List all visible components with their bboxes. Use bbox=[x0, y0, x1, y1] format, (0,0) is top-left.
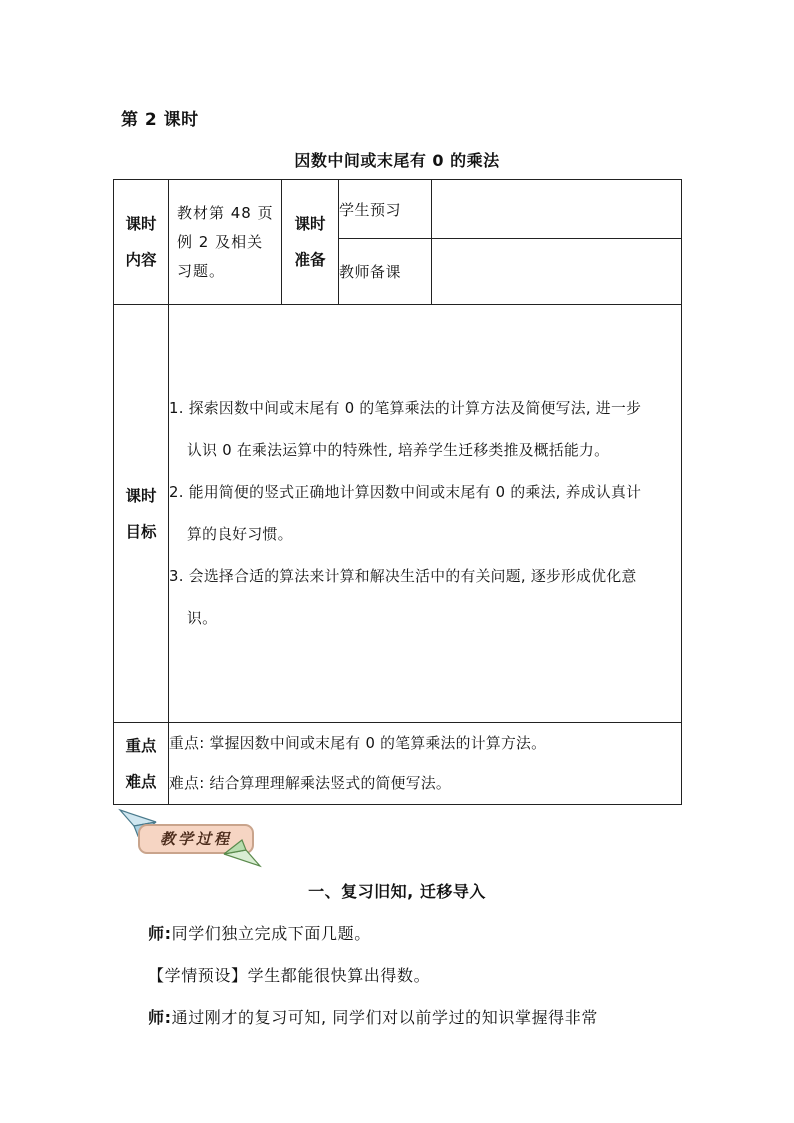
content-cell bbox=[169, 180, 282, 305]
lesson-label: 第 2 课时 bbox=[121, 110, 199, 130]
prep-header: 课时准备 bbox=[282, 180, 339, 305]
difficult-point: 难点: 结合算理理解乘法竖式的简便写法。 bbox=[169, 774, 452, 792]
speaker-label: 师: bbox=[148, 924, 172, 943]
key-point: 重点: 掌握因数中间或末尾有 0 的笔算乘法的计算方法。 bbox=[169, 734, 547, 752]
goal-line: 认识 0 在乘法运算中的特殊性, 培养学生迁移类推及概括能力。 bbox=[187, 441, 610, 459]
keys-header: 重点难点 bbox=[114, 723, 169, 805]
teacher-prep-value bbox=[432, 239, 682, 305]
banner-label: 教学过程 bbox=[138, 824, 254, 854]
lesson-plan-table bbox=[113, 179, 682, 805]
goal-line: 3. 会选择合适的算法来计算和解决生活中的有关问题, 逐步形成优化意 bbox=[169, 567, 637, 585]
paragraph bbox=[148, 921, 371, 944]
paper-plane-icon bbox=[222, 836, 262, 868]
student-prep-value bbox=[432, 180, 682, 239]
paragraph bbox=[148, 963, 430, 986]
paragraph-text: 同学们独立完成下面几题。 bbox=[171, 924, 371, 943]
student-prep-label: 学生预习 bbox=[339, 180, 432, 239]
teacher-prep-label: 教师备课 bbox=[339, 239, 432, 305]
goal-line: 2. 能用简便的竖式正确地计算因数中间或末尾有 0 的乘法, 养成认真计 bbox=[169, 483, 642, 501]
teaching-process-banner bbox=[118, 808, 260, 868]
paragraph-text: 通过刚才的复习可知, 同学们对以前学过的知识掌握得非常 bbox=[171, 1008, 598, 1027]
lesson-title: 因数中间或末尾有 0 的乘法 bbox=[294, 151, 500, 170]
goal-line: 算的良好习惯。 bbox=[187, 525, 293, 543]
goal-line: 1. 探索因数中间或末尾有 0 的笔算乘法的计算方法及简便写法, 进一步 bbox=[169, 399, 642, 417]
goal-line: 识。 bbox=[187, 609, 218, 627]
keys-cell bbox=[169, 723, 682, 805]
goals-cell bbox=[169, 305, 682, 723]
section-title: 一、复习旧知, 迁移导入 bbox=[308, 882, 486, 901]
paragraph-text: 【学情预设】学生都能很快算出得数。 bbox=[148, 966, 431, 985]
content-header: 课时内容 bbox=[114, 180, 169, 305]
content-line: 教材第 48 页 bbox=[177, 203, 274, 222]
content-line: 习题。 bbox=[177, 261, 226, 280]
goals-header: 课时目标 bbox=[114, 305, 169, 723]
content-line: 例 2 及相关 bbox=[177, 232, 264, 251]
paragraph bbox=[148, 1005, 598, 1028]
speaker-label: 师: bbox=[148, 1008, 172, 1027]
